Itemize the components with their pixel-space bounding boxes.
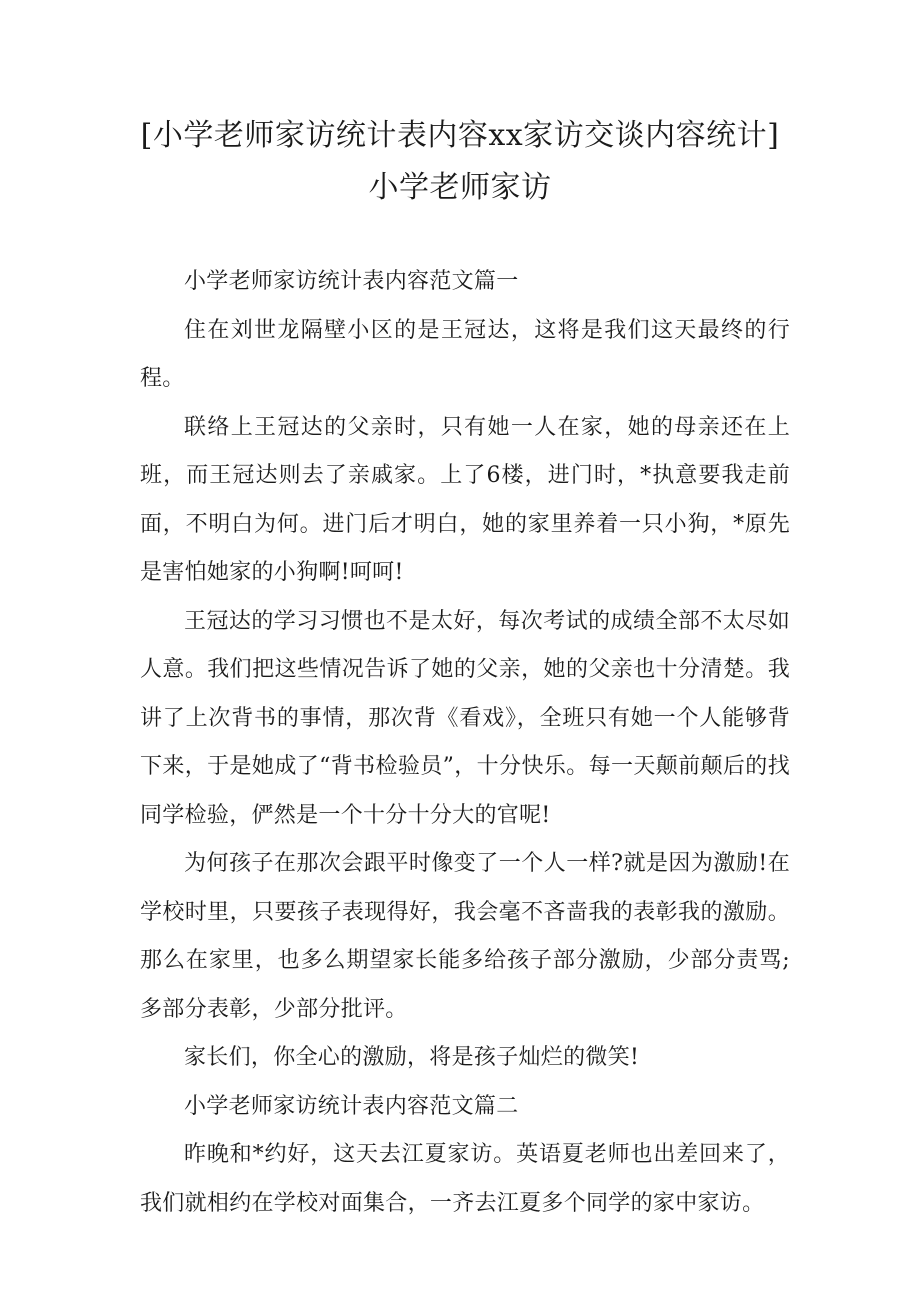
section-heading: 小学老师家访统计表内容范文篇一 [184,269,519,294]
document-body [140,258,790,1228]
paragraph: 家长们，你全心的激励，将是孩子灿烂的微笑! [184,1045,640,1070]
paragraph: 王冠达的学习习惯也不是太好，每次考试的成绩全部不太尽如人意。我们把这些情况告诉了她的父亲，她的父亲也十分清楚。我讲了上次背书的事情，那次背《看戏》，全班只有她一个人能够背下来，于是她成了“背书检验员”，十分快乐。每一天颠前颠后的找同学检验，俨然是一个十分十分大的官呢! [140,608,790,828]
paragraph: 联络上王冠达的父亲时，只有她一人在家，她的母亲还在上班，而王冠达则去了亲戚家。上了6楼，进门时，*执意要我走前面，不明白为何。进门后才明白，她的家里养着一只小狗，*原先是害怕她家的小狗啊!呵呵! [140,414,790,585]
paragraph: 为何孩子在那次会跟平时像变了一个人一样?就是因为激励!在学校时里，只要孩子表现得好，我会毫不吝啬我的表彰我的激励。那么在家里，也多么期望家长能多给孩子部分激励，少部分责骂;多部分表彰，少部分批评。 [140,851,790,1022]
paragraph: 昨晚和*约好，这天去江夏家访。英语夏老师也出差回来了，我们就相约在学校对面集合，一齐去江夏多个同学的家中家访。 [140,1142,790,1216]
paragraph: 住在刘世龙隔壁小区的是王冠达，这将是我们这天最终的行程。 [140,317,790,391]
document-title: [小学老师家访统计表内容xx家访交谈内容统计] 小学老师家访 [140,118,780,205]
section-heading: 小学老师家访统计表内容范文篇二 [184,1093,519,1119]
